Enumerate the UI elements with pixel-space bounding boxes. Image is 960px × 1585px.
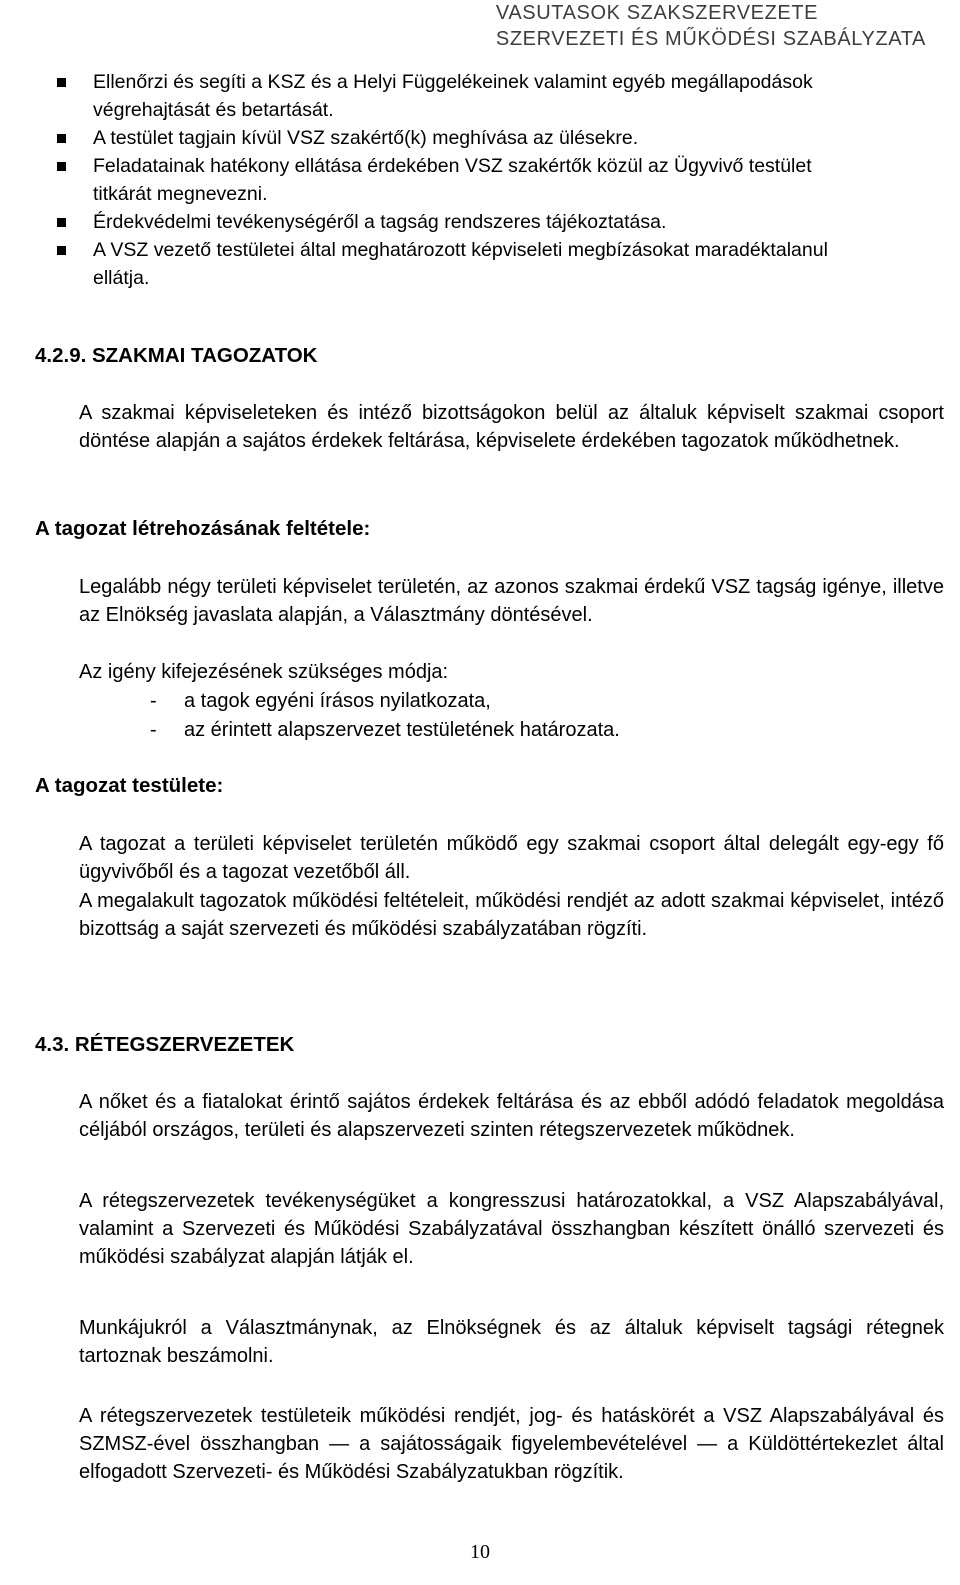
- tagozat-body-text-2: A megalakult tagozatok működési feltételeit, működési rendjét az adott szakmai képviselet, intéző bizottság a saját szervezeti és működési szabályzatában rögzíti.: [79, 890, 944, 940]
- dash-marker: -: [150, 719, 157, 741]
- header-line-1: VASUTASOK SZAKSZERVEZETE: [495, 2, 819, 24]
- square-bullet-icon: [57, 218, 66, 227]
- square-bullet-icon: [57, 134, 66, 143]
- section-43-para-1: A nőket és a fiatalokat érintő sajátos érdekek feltárása és az ebből adódó feladatok megoldása céljából országos, területi és alapszervezeti szinten rétegszervezetek működnek.: [79, 1091, 944, 1141]
- section-429-intro: A szakmai képviseleteken és intéző bizottságokon belül az általuk képviselt szakmai csoport döntése alapján a sajátos érdekek feltárása, képviselete érdekében tagozatok működhetnek.: [79, 402, 944, 452]
- section-43-para-3: Munkájukról a Választmánynak, az Elnökségnek és az általuk képviselt tagsági rétegnek tartoznak beszámolni.: [79, 1317, 944, 1367]
- dash-item-text: a tagok egyéni írásos nyilatkozata,: [184, 690, 491, 712]
- section-43-para-2: A rétegszervezetek tevékenységüket a kongresszusi határozatokkal, a VSZ Alapszabályával, valamint a Szervezeti és Működési Szabályzatával összhangban készített önálló szervezeti és működési szabályzat alapján látják el.: [79, 1190, 944, 1268]
- tagozat-body-text-1: A tagozat a területi képviselet területén működő egy szakmai csoport által delegált egy-egy fő ügyvivőből és a tagozat vezetőből áll.: [79, 833, 944, 883]
- tagozat-condition-title: A tagozat létrehozásának feltétele:: [35, 517, 371, 540]
- need-line: Az igény kifejezésének szükséges módja:: [79, 661, 449, 683]
- bullet-text: Feladatainak hatékony ellátása érdekében VSZ szakértők közül az Ügyvivő testület titkárát megnevezni.: [93, 155, 812, 205]
- bullet-text: A testület tagjain kívül VSZ szakértő(k) meghívása az ülésekre.: [93, 127, 639, 149]
- bullet-text: Érdekvédelmi tevékenységéről a tagság rendszeres tájékoztatása.: [93, 211, 667, 233]
- dash-item-text: az érintett alapszervezet testületének határozata.: [184, 719, 620, 741]
- list-item: [0, 68, 873, 124]
- tagozat-body-title: A tagozat testülete:: [35, 774, 224, 797]
- bullet-list: [0, 68, 960, 292]
- square-bullet-icon: [57, 78, 66, 87]
- dash-item: [150, 716, 620, 744]
- dash-item: [150, 687, 491, 715]
- header-line-2: SZERVEZETI ÉS MŰKÖDÉSI SZABÁLYZATA: [495, 28, 926, 50]
- dash-marker: -: [150, 690, 157, 712]
- section-title-43: 4.3. RÉTEGSZERVEZETEK: [35, 1033, 295, 1056]
- list-item: [0, 152, 873, 208]
- tagozat-condition-text: Legalább négy területi képviselet területén, az azonos szakmai érdekű VSZ tagság igénye, illetve az Elnökség javaslata alapján, a Választmány döntésével.: [79, 576, 944, 626]
- list-item: [0, 208, 873, 236]
- list-item: [0, 124, 873, 152]
- bullet-text: A VSZ vezető testületei által meghatározott képviseleti megbízásokat maradéktalanul ellátja.: [93, 239, 828, 289]
- bullet-text: Ellenőrzi és segíti a KSZ és a Helyi Függelékeinek valamint egyéb megállapodások végrehajtását és betartását.: [93, 71, 813, 121]
- page-number: 10: [470, 1541, 490, 1563]
- section-43-para-4: A rétegszervezetek testületeik működési rendjét, jog- és hatáskörét a VSZ Alapszabályával és SZMSZ-ével összhangban — a sajátosságaik figyelembevételével — a Küldöttértekezlet által elfogadott Szervezeti- és Működési Szabályzatukban rögzítik.: [79, 1405, 944, 1483]
- document-header: [496, 0, 926, 52]
- square-bullet-icon: [57, 162, 66, 171]
- list-item: [0, 236, 873, 292]
- square-bullet-icon: [57, 246, 66, 255]
- section-title-429: 4.2.9. SZAKMAI TAGOZATOK: [35, 344, 318, 367]
